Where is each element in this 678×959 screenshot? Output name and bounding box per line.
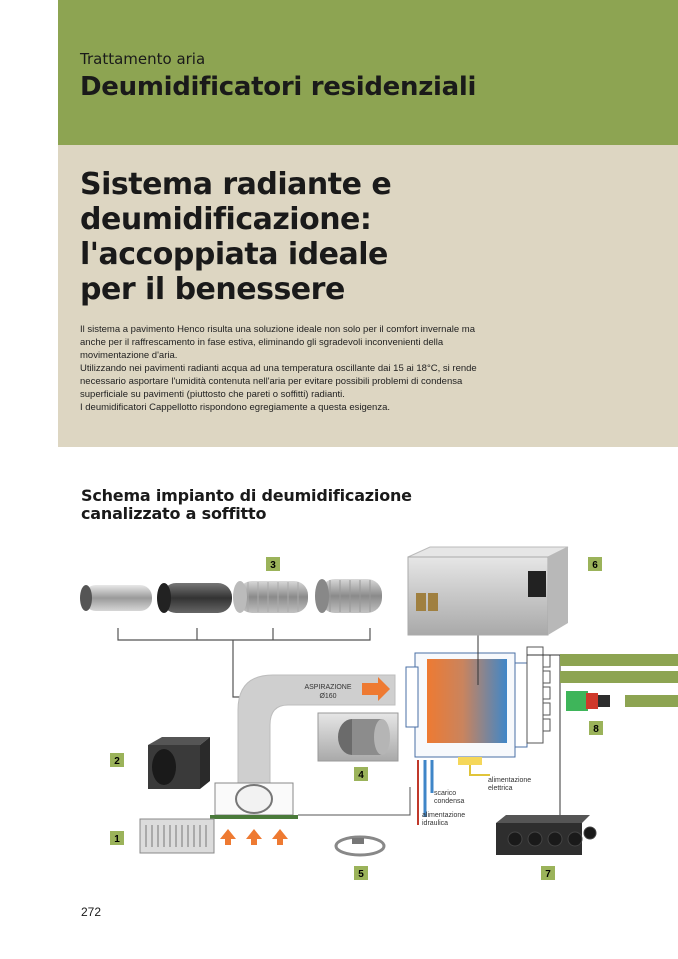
category-title: Deumidificatori residenziali bbox=[80, 72, 477, 102]
badge-3-label: 3 bbox=[270, 560, 276, 571]
grille-plenum bbox=[210, 783, 298, 819]
title-line: l'accoppiata ideale bbox=[80, 237, 388, 272]
arrow-up-icon bbox=[220, 829, 236, 845]
intro-paragraph: Utilizzando nei pavimenti radianti acqua ad una temperatura oscillante dai 15 ai 18°C, si rende necessario asportare l'umidità contenuta nell'aria per evitare possibili problemi di condensa superficiale su pavimenti (piuttosto che pareti o soffitti) radianti. bbox=[80, 363, 477, 400]
intro-band bbox=[58, 145, 678, 447]
scarico-label: scarico bbox=[434, 790, 457, 797]
system-diagram bbox=[70, 535, 678, 895]
intro-paragraph: Il sistema a pavimento Henco risulta una soluzione ideale non solo per il comfort invernale ma anche per il raffrescamento in fase estiva, eliminando gli sgradevoli inconvenienti della movimentazione d'aria. bbox=[80, 324, 475, 361]
intro-body bbox=[80, 323, 500, 414]
schema-title bbox=[81, 487, 412, 523]
pipe-yellow bbox=[470, 765, 490, 775]
air-grille bbox=[140, 819, 214, 853]
title-line: per il benessere bbox=[80, 272, 345, 307]
intro-paragraph: I deumidificatori Cappellotto rispondono egregiamente a questa esigenza. bbox=[80, 402, 391, 413]
condensa-label: condensa bbox=[434, 798, 465, 805]
arrow-up-icon bbox=[246, 829, 262, 845]
duct-pipe-insulated bbox=[157, 583, 232, 613]
dehumidifier-unit bbox=[408, 547, 568, 635]
badge-2-label: 2 bbox=[114, 756, 120, 767]
green-duct bbox=[560, 654, 678, 666]
page-number: 272 bbox=[81, 905, 102, 919]
arrow-up-icon bbox=[272, 829, 288, 845]
connector-line bbox=[298, 787, 410, 815]
section-label: Trattamento aria bbox=[80, 50, 206, 68]
title-line: deumidificazione: bbox=[80, 202, 372, 237]
alim-elettrica-label: alimentazione bbox=[488, 777, 532, 784]
badge-8-label: 8 bbox=[593, 724, 599, 735]
badge-6-label: 6 bbox=[592, 560, 598, 571]
elettrica-label: elettrica bbox=[488, 785, 513, 792]
badge-1-label: 1 bbox=[114, 834, 120, 845]
duct-pipe-flexible-insulated bbox=[315, 579, 382, 613]
title-line: Sistema radiante e bbox=[80, 167, 392, 202]
aspirazione-size: Ø160 bbox=[319, 693, 337, 700]
page-title bbox=[80, 167, 391, 307]
idraulica-label: idraulica bbox=[422, 820, 449, 827]
green-duct bbox=[560, 671, 678, 683]
duct-collar bbox=[318, 713, 398, 761]
duct-pipe-flexible bbox=[233, 581, 308, 613]
duct-pipes-group bbox=[80, 579, 382, 613]
aspirazione-label: ASPIRAZIONE bbox=[304, 684, 352, 691]
header-band bbox=[58, 0, 678, 145]
alim-idraulica-label: alimentazione bbox=[422, 812, 466, 819]
duct-connector bbox=[566, 691, 610, 711]
hose-clamp bbox=[336, 837, 384, 855]
badge-4-label: 4 bbox=[358, 770, 364, 781]
duct-pipe-aluminium bbox=[80, 585, 152, 611]
badge-5-label: 5 bbox=[358, 869, 364, 880]
distribution-manifold bbox=[496, 815, 596, 855]
badge-7-label: 7 bbox=[545, 869, 551, 880]
green-duct bbox=[625, 695, 678, 707]
plenum-box bbox=[148, 737, 210, 789]
schema-title-line: Schema impianto di deumidificazione bbox=[81, 486, 412, 505]
schema-title-line: canalizzato a soffitto bbox=[81, 504, 267, 523]
